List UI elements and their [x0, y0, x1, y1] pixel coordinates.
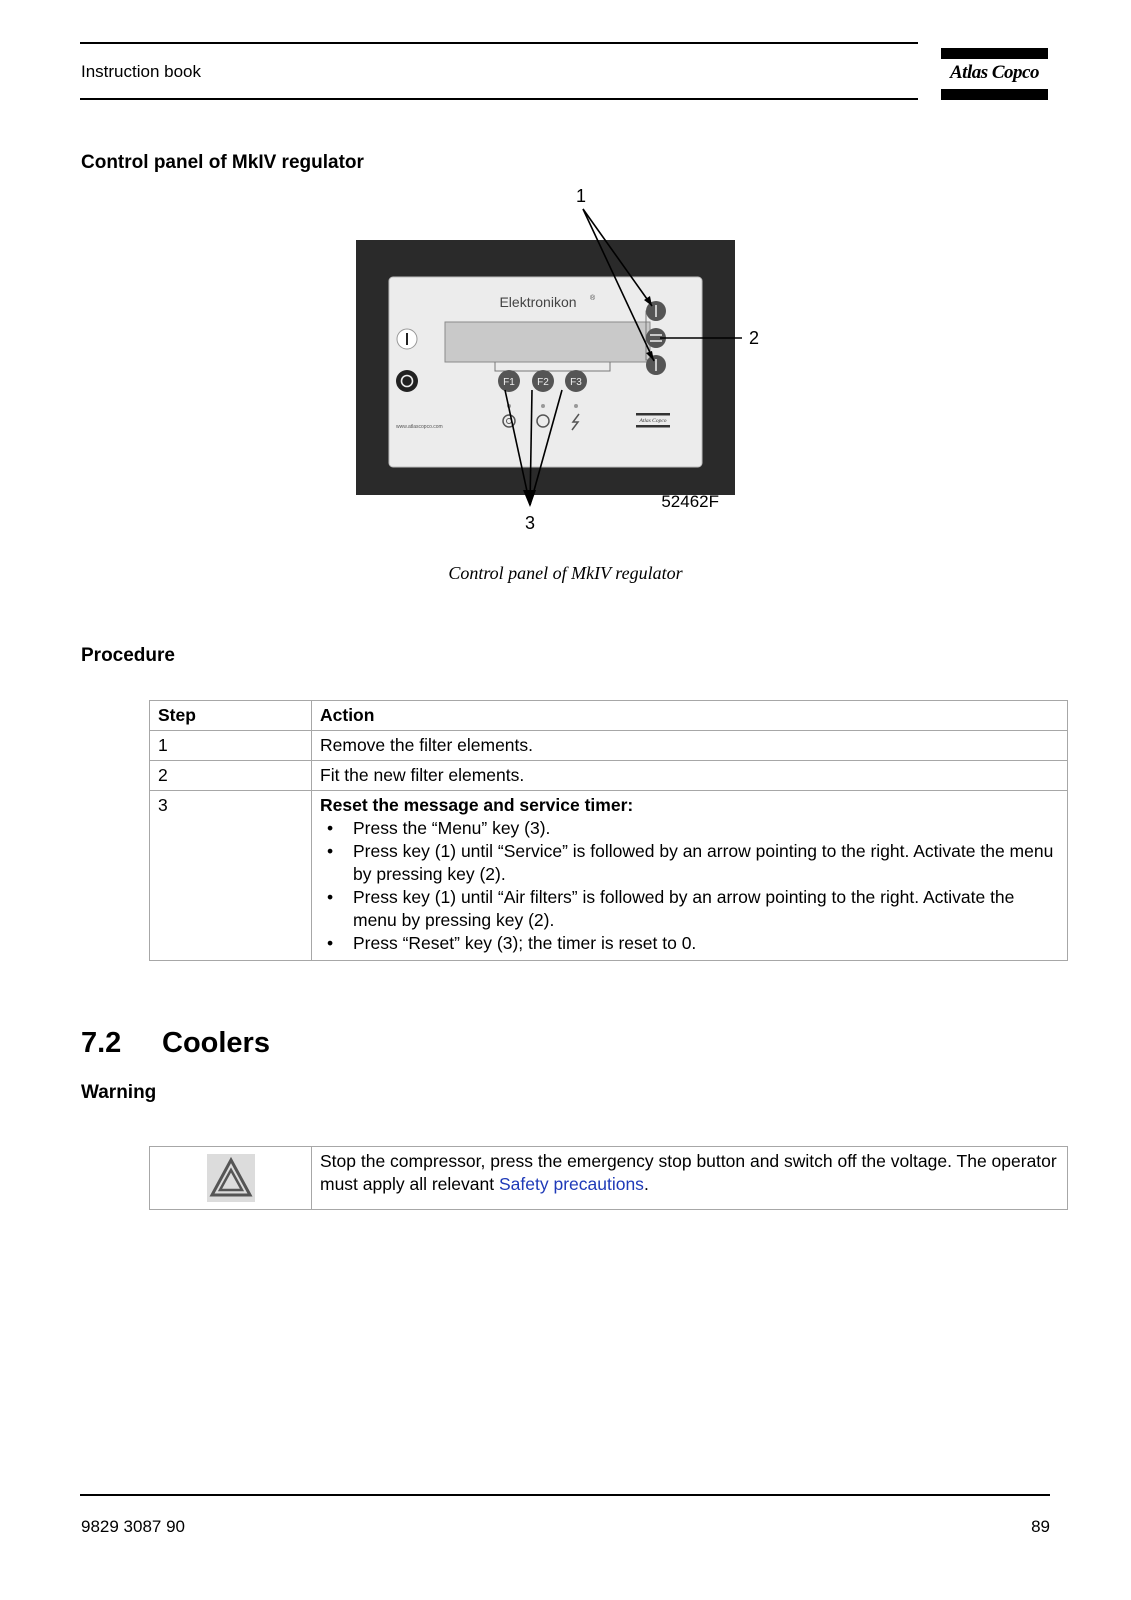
svg-text:F2: F2	[537, 377, 549, 388]
procedure-table	[149, 700, 1068, 961]
warning-text: Stop the compressor, press the emergency stop button and switch off the voltage. The operator must apply all relevant	[320, 1151, 1057, 1194]
panel-brand: Elektronikon	[499, 294, 577, 310]
safety-precautions-link[interactable]: Safety precautions	[498, 1174, 644, 1194]
column-header-action: Action	[312, 701, 1068, 731]
callout-3: 3	[524, 513, 536, 533]
step-cell: 3	[150, 791, 312, 961]
atlas-copco-logo: Atlas Copco	[941, 48, 1048, 100]
list-item: • Press “Reset” key (3); the timer is reset to 0.	[353, 932, 1059, 955]
panel-url: www.atlascopco.com	[396, 424, 443, 430]
table-row	[150, 791, 1068, 961]
header-top-rule	[80, 42, 918, 44]
list-item: • Press key (1) until “Air filters” is followed by an arrow pointing to the right. Activate the menu by pressing key (2).	[353, 886, 1059, 932]
section-title: Coolers	[162, 1027, 270, 1059]
warning-heading: Warning	[81, 1082, 157, 1103]
svg-text:F1: F1	[503, 377, 515, 388]
warning-triangle-icon	[207, 1154, 255, 1202]
figure-id: 52462F	[661, 492, 719, 511]
panel-logo: Atlas Copco	[639, 418, 667, 424]
table-header-row	[150, 701, 1068, 731]
column-header-step: Step	[150, 701, 312, 731]
header-bottom-rule	[80, 98, 918, 100]
stop-button	[396, 370, 418, 392]
panel-function-keys	[498, 370, 587, 392]
callout-2: 2	[748, 328, 760, 348]
warning-text-cell	[312, 1147, 1068, 1210]
control-panel-heading: Control panel of MkIV regulator	[81, 152, 364, 173]
table-row	[150, 761, 1068, 791]
figure-caption: Control panel of MkIV regulator	[448, 563, 683, 583]
header-title: Instruction book	[81, 62, 202, 81]
action-title: Reset the message and service timer:	[320, 795, 634, 815]
svg-text:F3: F3	[570, 377, 582, 388]
warning-table	[149, 1146, 1068, 1210]
action-cell: Remove the filter elements.	[312, 731, 1068, 761]
warning-row	[150, 1147, 1068, 1210]
action-cell: Fit the new filter elements.	[312, 761, 1068, 791]
warning-icon-cell	[150, 1147, 312, 1210]
footer-rule	[80, 1494, 1050, 1496]
list-item: • Press the “Menu” key (3).	[353, 817, 1059, 840]
step-cell: 1	[150, 731, 312, 761]
procedure-heading: Procedure	[81, 645, 175, 666]
warning-text-end: .	[643, 1174, 649, 1194]
list-item: • Press key (1) until “Service” is followed by an arrow pointing to the right. Activate the menu by pressing key (2).	[353, 840, 1059, 886]
panel-registered: ®	[590, 295, 596, 302]
footer-page-number: 89	[1031, 1517, 1050, 1536]
footer-doc-number: 9829 3087 90	[81, 1517, 185, 1536]
panel-display	[445, 322, 650, 362]
section-heading-coolers	[81, 1027, 270, 1060]
control-panel-figure	[340, 185, 800, 545]
action-bullet-list	[320, 817, 1059, 955]
action-cell	[312, 791, 1068, 961]
step-cell: 2	[150, 761, 312, 791]
callout-1: 1	[575, 186, 587, 206]
section-number: 7.2	[81, 1027, 122, 1059]
table-row	[150, 731, 1068, 761]
